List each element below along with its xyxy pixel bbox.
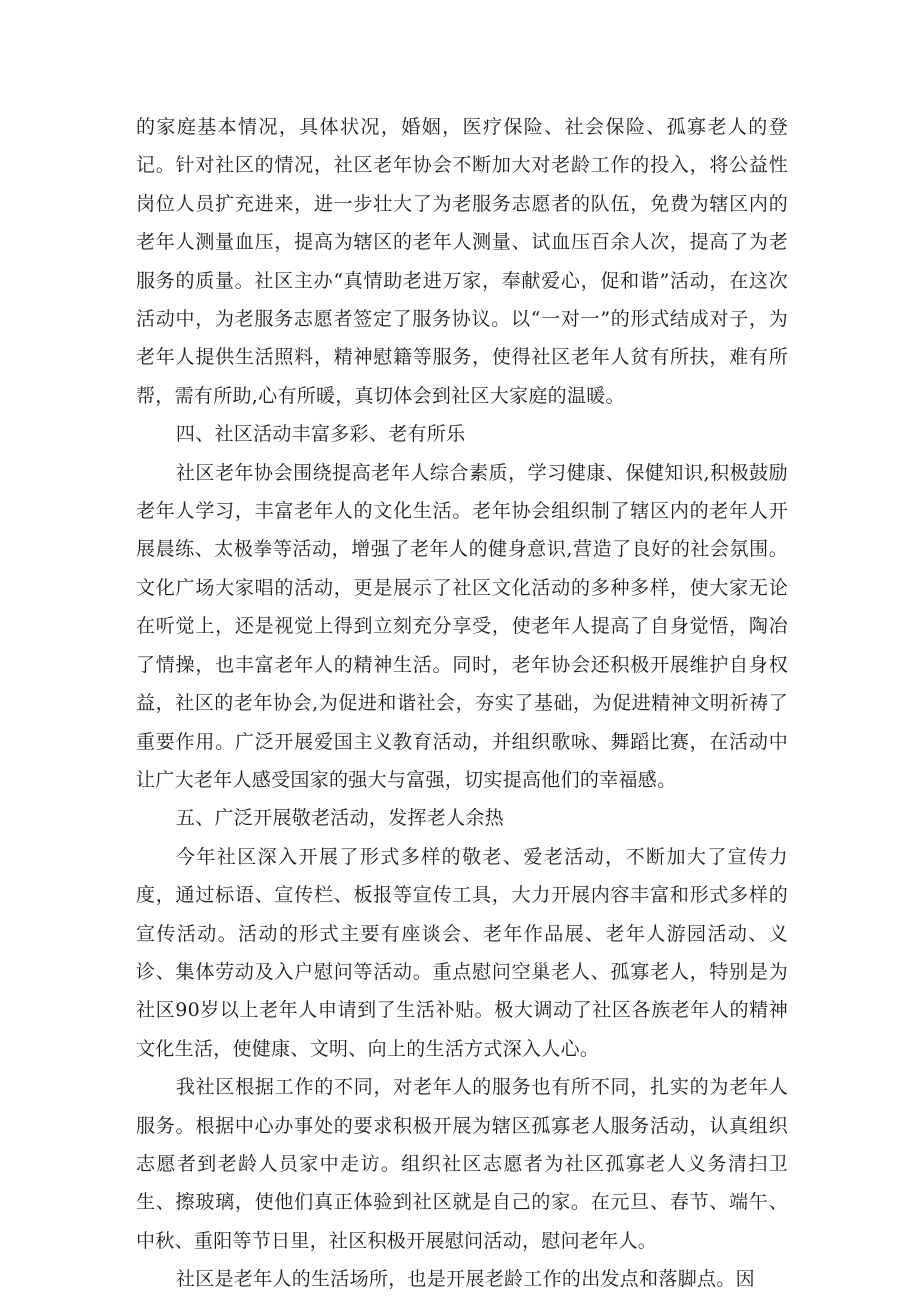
paragraph-community-role: 社区是老年人的生活场所，也是开展老龄工作的出发点和落脚点。因 <box>175 1268 755 1291</box>
section-heading-5: 五、广泛开展敬老活动，发挥老人余热 <box>175 807 504 830</box>
document-body <box>136 108 788 1299</box>
paragraph-respect-elderly-activities: 今年社区深入开展了形式多样的敬老、爱老活动，不断加大了宣传力度，通过标语、宣传栏、板报等宣传工具，大力开展内容丰富和形式多样的宣传活动。活动的形式主要有座谈会、老年作品展、老年人游园活动、义诊、集体劳动及入户慰问等活动。重点慰问空巢老人、孤寡老人，特别是为社区90岁以上老年人申请到了生活补贴。极大调动了社区各族老年人的精神文化生活，使健康、文明、向上的生活方式深入人心。 <box>136 845 788 1060</box>
section-heading-4: 四、社区活动丰富多彩、老有所乐 <box>175 423 466 446</box>
paragraph-elderly-services: 我社区根据工作的不同，对老年人的服务也有所不同，扎实的为老年人服务。根据中心办事处的要求积极开展为辖区孤寡老人服务活动，认真组织志愿者到老龄人员家中走访。组织社区志愿者为社区孤寡老人义务清扫卫生、擦玻璃，使他们真正体验到社区就是自己的家。在元旦、春节、端午、中秋、重阳等节日里，社区积极开展慰问活动，慰问老年人。 <box>136 1076 788 1252</box>
paragraph-household-registration: 的家庭基本情况，具体状况，婚姻，医疗保险、社会保险、孤寡老人的登记。针对社区的情况，社区老年协会不断加大对老龄工作的投入，将公益性岗位人员扩充进来，进一步壮大了为老服务志愿者的队伍，免费为辖区内的老年人测量血压，提高为辖区的老年人测量、试血压百余人次，提高了为老服务的质量。社区主办“真情助老进万家，奉献爱心，促和谐”活动，在这次活动中，为老服务志愿者签定了服务协议。以“一对一”的形式结成对子，为老年人提供生活照料，精神慰籍等服务，使得社区老年人贫有所扶，难有所帮，需有所助,心有所暖，真切体会到社区大家庭的温暖。 <box>136 116 788 407</box>
paragraph-cultural-activities: 社区老年协会围绕提高老年人综合素质，学习健康、保健知识,积极鼓励老年人学习，丰富老年人的文化生活。老年协会组织制了辖区内的老年人开展晨练、太极拳等活动，增强了老年人的健身意识,营造了良好的社会氛围。文化广场大家唱的活动，更是展示了社区文化活动的多种多样，使大家无论在听觉上，还是视觉上得到立刻充分享受，使老年人提高了自身觉悟，陶冶了情操，也丰富老年人的精神生活。同时，老年协会还积极开展维护自身权益，社区的老年协会,为促进和谐社会，夯实了基础，为促进精神文明祈祷了重要作用。广泛开展爱国主义教育活动，并组织歌咏、舞蹈比赛，在活动中让广大老年人感受国家的强大与富强，切实提高他们的幸福感。 <box>136 461 788 791</box>
